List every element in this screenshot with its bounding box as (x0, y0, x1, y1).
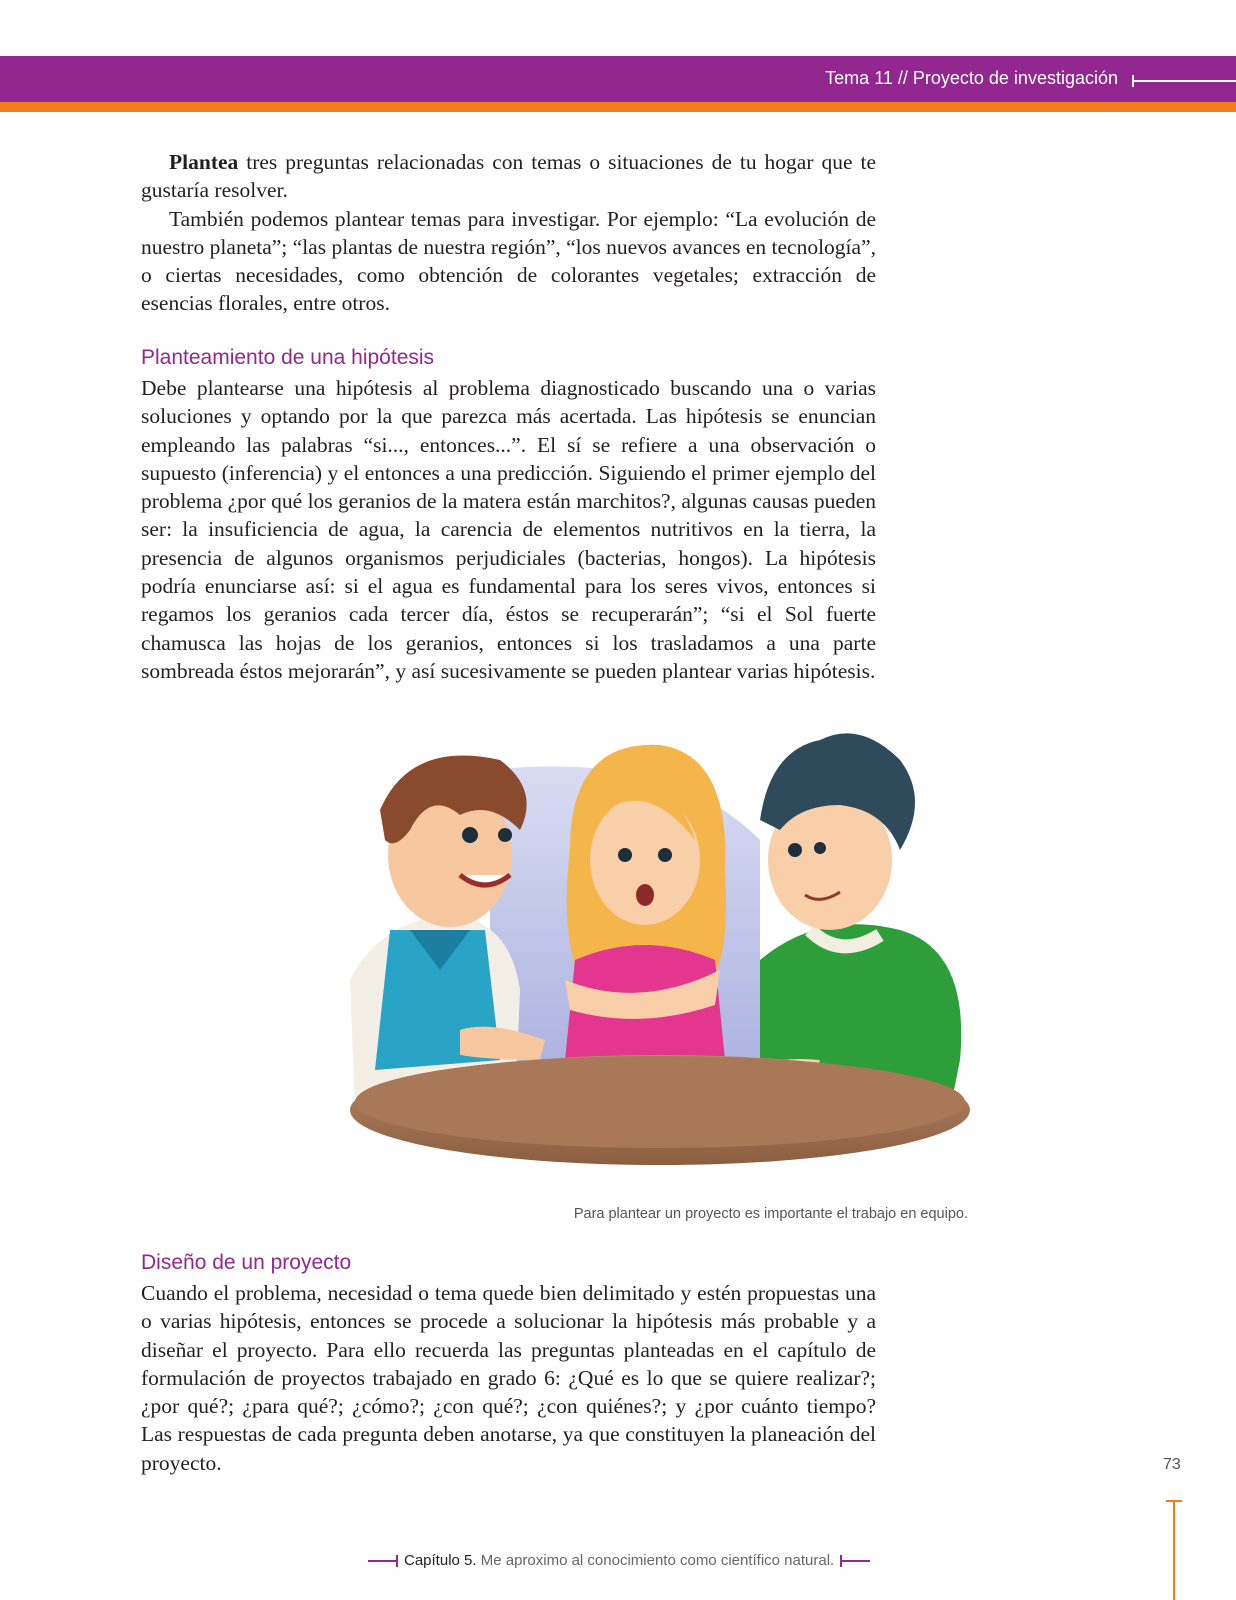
side-rule (1173, 1500, 1175, 1600)
page-number: 73 (1163, 1456, 1181, 1473)
footer (368, 1552, 870, 1569)
header-accent-stripe (0, 102, 1236, 112)
section-heading-hypothesis: Planteamiento de una hipótesis (141, 346, 435, 369)
team-illustration (340, 730, 990, 1190)
header-title: Tema 11 // Proyecto de investigación (825, 68, 1118, 88)
intro-paragraph-1-text: tres preguntas relacionadas con temas o situaciones de tu hogar que te gustaría resolver. (141, 150, 876, 203)
girl-center (565, 745, 726, 1060)
header-rule (1132, 80, 1236, 82)
figure-caption: Para plantear un proyecto es importante el trabajo en equipo. (573, 1206, 968, 1222)
intro-paragraph-2: También podemos plantear temas para investigar. Por ejemplo: “La evolución de nuestro planeta”; “las plantas de nuestra región”, “los nuevos avances en tecnología”, o ciertas necesidades, como obtención de colorantes vegetales; extracción de esencias florales, entre otros. (141, 206, 876, 316)
intro-text (141, 148, 876, 318)
table-top (355, 1056, 965, 1148)
footer-chapter-label: Capítulo 5. (404, 1552, 477, 1569)
footer-rule-right (840, 1560, 870, 1562)
intro-bold-word: Plantea (169, 150, 239, 174)
footer-text (404, 1552, 834, 1569)
intro-paragraph-1 (141, 148, 876, 205)
section-body-project-design: Cuando el problema, necesidad o tema quede bien delimitado y estén propuestas una o varias hipótesis, entonces se procede a solucionar la hipótesis más probable y a diseñar el proyecto. Para ello recuerda las preguntas planteadas en el capítulo de formulación de proyectos trabajado en grado 6: ¿Qué es lo que se quiere realizar?; ¿por qué?; ¿para qué?; ¿cómo?; ¿con qué?; ¿con quiénes?; y ¿por cuánto tiempo? Las respuestas de cada pregunta deben anotarse, ya que constituyen la planeación del proyecto. (141, 1281, 876, 1475)
footer-chapter-title: Me aproximo al conocimiento como científico natural. (480, 1552, 835, 1569)
boy-right (730, 733, 961, 1110)
section-heading-project-design: Diseño de un proyecto (141, 1251, 352, 1274)
section-body-hypothesis: Debe plantearse una hipótesis al problema diagnosticado buscando una o varias soluciones y optando por la que parezca más acertada. Las hipótesis se enuncian empleando las palabras “si..., entonces...”. El sí se refiere a una observación o supuesto (inferencia) y el entonces a una predicción. Siguiendo el primer ejemplo del problema ¿por qué los geranios de la matera están marchitos?, algunas causas pueden ser: la insuficiencia de agua, la carencia de elementos nutritivos en la tierra, la presencia de algunos organismos perjudiciales (bacterias, hongos). La hipótesis podría enunciarse así: si el agua es fundamental para los seres vivos, entonces si regamos los geranios cada tercer día, éstos se recuperarán”; “si el Sol fuerte chamusca las hojas de los geranios, entonces si los trasladamos a una parte sombreada éstos mejorarán”, y así sucesivamente se pueden plantear varias hipótesis. (141, 376, 876, 683)
footer-rule-left (368, 1560, 398, 1562)
